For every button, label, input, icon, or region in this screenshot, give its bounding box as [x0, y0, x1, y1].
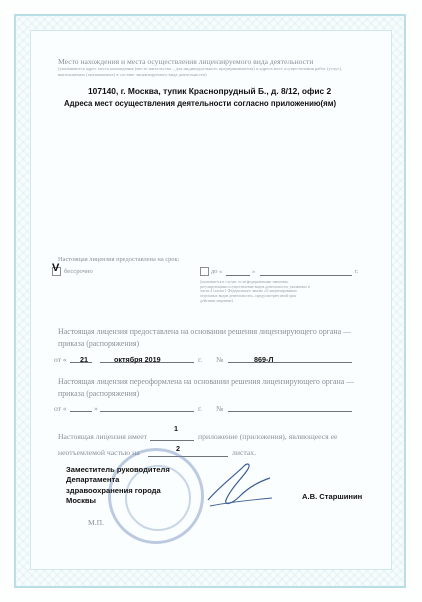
signatory-position-line: Заместитель руководителя: [66, 465, 170, 474]
handwritten-signature: [200, 456, 280, 516]
address: 107140, г. Москва, тупик Краснопрудный Б., д. 8/12, офис 2: [88, 86, 332, 96]
annex-count-line: [150, 440, 194, 441]
signatory-position-line: Департамента: [66, 475, 120, 485]
grant-no-label: №: [216, 355, 224, 364]
signatory-name: А.В. Старшинин: [302, 492, 363, 501]
annex-count: 1: [174, 424, 178, 433]
reissue-no-label: №: [216, 404, 224, 413]
until-hint: (указывается в случае, если федеральными законами, регулирующими осуществление видов деятельности, указанных в части 4 статьи 1 Федерального закона «О лицензировании отдельных видов деятельности», предусмотрен иной срок действия лицензии): [200, 280, 310, 303]
until-date-line: [260, 275, 352, 276]
seal-place-mark: М.П.: [88, 518, 105, 527]
grant-day: 21: [80, 355, 88, 364]
place-label: Место нахождения и места осуществления лицензируемого вида деятельности: [58, 57, 314, 66]
places-note: Адреса мест осуществления деятельности согласно приложению(ям): [64, 99, 337, 108]
signatory-position-line: здравоохранения города: [66, 485, 161, 495]
indefinite-label: бессрочно: [64, 268, 93, 275]
annex-text-b: приложение (приложения), являющееся ее: [198, 432, 338, 441]
until-label: до «: [211, 268, 223, 275]
grant-year-suffix: г.: [198, 355, 203, 364]
until-year: г.: [355, 268, 359, 275]
grant-from: от «: [54, 355, 67, 364]
grant-number-line: [228, 362, 352, 363]
until-mid: »: [252, 268, 256, 275]
grant-text: Настоящая лицензия предоставлена на основании решения лицензирующего органа — приказа (распоряжения): [58, 327, 351, 348]
indefinite-check-mark: V: [52, 262, 60, 274]
reissue-mid: »: [94, 404, 98, 413]
grant-number: 869-Л: [254, 355, 274, 364]
reissue-number-line: [228, 411, 352, 412]
signatory-position-line: Москвы: [66, 495, 97, 505]
place-hint: (указываются адрес места нахождения (место жительства – для индивидуального предпринимателя) и адреса мест осуществления работ (услуг), выполняемых (оказываемых) в составе лицензируемого вида деятельности): [58, 66, 343, 77]
reissue-month-line: [100, 411, 194, 412]
reissue-year-suffix: г.: [198, 404, 203, 413]
term-label: Настоящая лицензия предоставлена на срок:: [58, 256, 180, 263]
annex-text-c: неотъемлемой частью на: [58, 448, 140, 457]
reissue-day-line: [70, 411, 92, 412]
reissue-from: от «: [54, 404, 67, 413]
reissue-text: Настоящая лицензия переоформлена на основании решения лицензирующего органа — приказа (распоряжения): [58, 377, 355, 398]
until-day-line: [226, 275, 250, 276]
signatory-position: [66, 465, 170, 506]
until-checkbox: [200, 267, 209, 276]
annex-text-a: Настоящая лицензия имеет: [58, 432, 148, 441]
annex-text-d: листах.: [232, 448, 256, 457]
grant-month-year: октября 2019: [114, 355, 161, 364]
annex-pages: 2: [176, 444, 180, 453]
